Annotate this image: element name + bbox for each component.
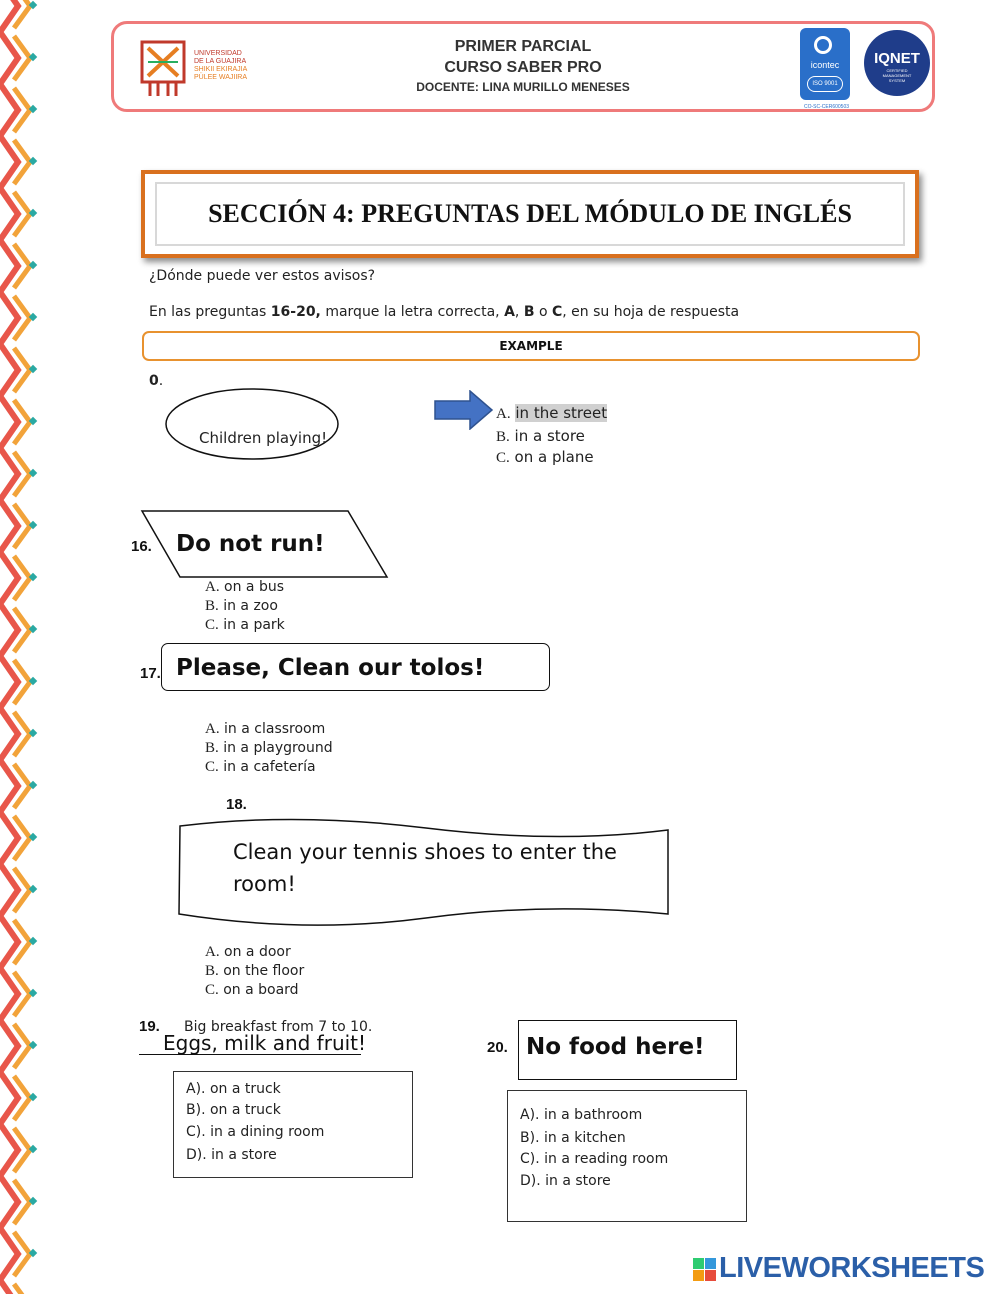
- question-20-option-b: B). in a kitchen: [520, 1130, 626, 1146]
- question-18-option-a: A. on a door: [205, 944, 291, 960]
- question-20-option-a: A). in a bathroom: [520, 1107, 643, 1123]
- question-intro: ¿Dónde puede ver estos avisos?: [149, 268, 376, 284]
- question-19-options-box: [173, 1071, 413, 1178]
- question-19-option-d: D). in a store: [186, 1147, 277, 1163]
- question-20-option-c: C). in a reading room: [520, 1151, 669, 1167]
- question-17-sign-text: Please, Clean our tolos!: [176, 655, 485, 681]
- question-16-sign-text: Do not run!: [176, 531, 325, 557]
- example-option-b: B. in a store: [496, 427, 585, 445]
- question-16-option-a: A. on a bus: [205, 579, 285, 595]
- cert-code: CO-SC-CER600503: [804, 104, 850, 110]
- question-16-option-c: C. in a park: [205, 617, 285, 633]
- question-20-sign-text: No food here!: [526, 1034, 705, 1060]
- question-19-option-a: A). on a truck: [186, 1081, 281, 1097]
- question-19-sign-line2: Eggs, milk and fruit!: [163, 1031, 367, 1055]
- university-logo-text: UNIVERSIDAD DE LA GUAJIRA SHIKII EKIRAJIA PÜLEE WAJIIRA: [194, 50, 248, 81]
- section-title-box: [141, 170, 919, 258]
- decorative-border-pattern: [0, 0, 40, 1294]
- header-box: [111, 21, 935, 112]
- instructions: En las preguntas 16-20, marque la letra correcta, A, B o C, en su hoja de respuesta: [149, 304, 740, 320]
- question-16-number: 16.: [131, 538, 152, 555]
- iqnet-logo-icon: IQNET CERTIFIED MANAGEMENT SYSTEM: [864, 30, 930, 96]
- example-sign-ellipse: [164, 387, 340, 461]
- exam-title: PRIMER PARCIAL: [454, 38, 592, 55]
- question-19-option-b: B). on a truck: [186, 1102, 281, 1118]
- arrow-right-icon: [434, 390, 494, 430]
- question-16-option-b: B. in a zoo: [205, 598, 278, 614]
- question-18-number: 18.: [226, 796, 247, 813]
- question-19-number: 19.: [139, 1018, 160, 1035]
- example-sign-text: Children playing!: [199, 429, 328, 447]
- example-option-a: A. in the street: [496, 404, 608, 422]
- question-17-option-b: B. in a playground: [205, 740, 333, 756]
- example-option-c: C. on a plane: [496, 448, 594, 466]
- question-18-option-c: C. on a board: [205, 982, 299, 998]
- question-19-option-c: C). in a dining room: [186, 1124, 325, 1140]
- question-17-option-a: A. in a classroom: [205, 721, 326, 737]
- question-18-sign-text: Clean your tennis shoes to enter the room!: [233, 840, 617, 896]
- icontec-logo-icon: icontec ISO 9001: [800, 28, 850, 100]
- question-17-option-c: C. in a cafetería: [205, 759, 316, 775]
- question-20-options-box: [507, 1090, 747, 1222]
- course-name: CURSO SABER PRO: [444, 59, 602, 76]
- question-17-number: 17.: [140, 665, 161, 682]
- example-banner: EXAMPLE: [142, 331, 920, 361]
- teacher-name: DOCENTE: LINA MURILLO MENESES: [416, 80, 630, 94]
- question-19-sign-line1: Big breakfast from 7 to 10.: [184, 1019, 373, 1035]
- liveworksheets-logo-icon: [693, 1258, 717, 1282]
- example-number: 0.: [149, 373, 164, 389]
- question-20-number: 20.: [487, 1039, 508, 1056]
- liveworksheets-brand[interactable]: LIVEWORKSHEETS: [719, 1252, 985, 1284]
- section-title: SECCIÓN 4: PREGUNTAS DEL MÓDULO DE INGLÉS: [208, 199, 852, 228]
- question-18-option-b: B. on the floor: [205, 963, 305, 979]
- question-20-option-d: D). in a store: [520, 1173, 611, 1189]
